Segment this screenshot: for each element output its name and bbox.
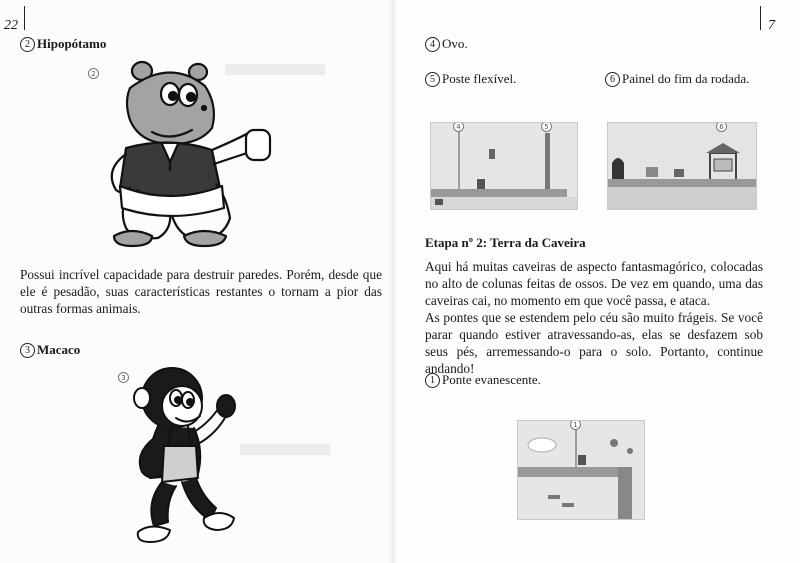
- page-number-left: 22: [4, 18, 18, 33]
- item-bridge: [425, 372, 541, 388]
- item-egg-label: Ovo.: [442, 36, 468, 51]
- monkey-number: 3: [20, 343, 35, 358]
- stage-paragraph-2: As pontes que se estendem pelo céu são muito frágeis. Se você parar quando estiver atravessando-as, elas se desfazem sob seus pés, arremessando-o para o solo. Portanto, continue andando!: [425, 310, 763, 376]
- hippo-marker: 2: [88, 68, 99, 79]
- monkey-heading: [20, 342, 80, 358]
- hippo-description: Possui incrível capacidade para destruir paredes. Porém, desde que ele é pesadão, suas características restantes o tornam a pior das outras formas animais.: [20, 267, 382, 316]
- page-number-rule-right: [760, 6, 761, 30]
- right-page: [395, 0, 800, 563]
- bleed-through-2: ▆▆▆▆▆▆▆▆▆: [240, 440, 330, 455]
- screen1-marker-egg: 4: [453, 122, 464, 132]
- bleed-through: ▆▆▆▆▆▆▆▆▆▆: [225, 60, 325, 75]
- hippo-title: Hipopótamo: [37, 36, 107, 51]
- page-number-right: 7: [768, 18, 775, 33]
- page-number-rule-left: [24, 6, 25, 30]
- stage-title: Etapa nº 2: Terra da Caveira: [425, 235, 586, 250]
- monkey-title: Macaco: [37, 342, 81, 357]
- stage-description: [425, 258, 763, 377]
- item-pole-label: Poste flexível.: [442, 71, 517, 86]
- hippo-number: 2: [20, 37, 35, 52]
- item-pole: [425, 71, 516, 87]
- item-panel-number: 6: [605, 72, 620, 87]
- game-screen-bridge: [517, 420, 645, 520]
- item-egg: [425, 36, 468, 52]
- game-scene-1: [431, 123, 578, 210]
- item-egg-number: 4: [425, 37, 440, 52]
- game-screen-egg-pole: [430, 122, 578, 210]
- hippo-heading: [20, 36, 106, 52]
- screen2-marker-panel: 6: [716, 122, 727, 132]
- monkey-marker: 3: [118, 372, 129, 383]
- item-panel-label: Painel do fim da rodada.: [622, 71, 750, 86]
- game-scene-3: [518, 421, 645, 520]
- stage-paragraph-1: Aqui há muitas caveiras de aspecto fantasmagórico, colocadas no alto de colunas feitas de ossos. De vez em quando, uma das caveiras cai, no momento em que você passa, e ataca.: [425, 259, 763, 308]
- game-screen-panel: [607, 122, 757, 210]
- screen1-marker-pole: 5: [541, 122, 552, 132]
- hippo-illustration: [100, 58, 280, 248]
- item-pole-number: 5: [425, 72, 440, 87]
- item-bridge-number: 1: [425, 373, 440, 388]
- item-panel: [605, 71, 749, 87]
- game-scene-2: [608, 123, 757, 210]
- item-bridge-label: Ponte evanescente.: [442, 372, 541, 387]
- monkey-illustration: [128, 362, 248, 552]
- screen3-marker-bridge: 1: [570, 420, 581, 430]
- left-page: [0, 0, 395, 563]
